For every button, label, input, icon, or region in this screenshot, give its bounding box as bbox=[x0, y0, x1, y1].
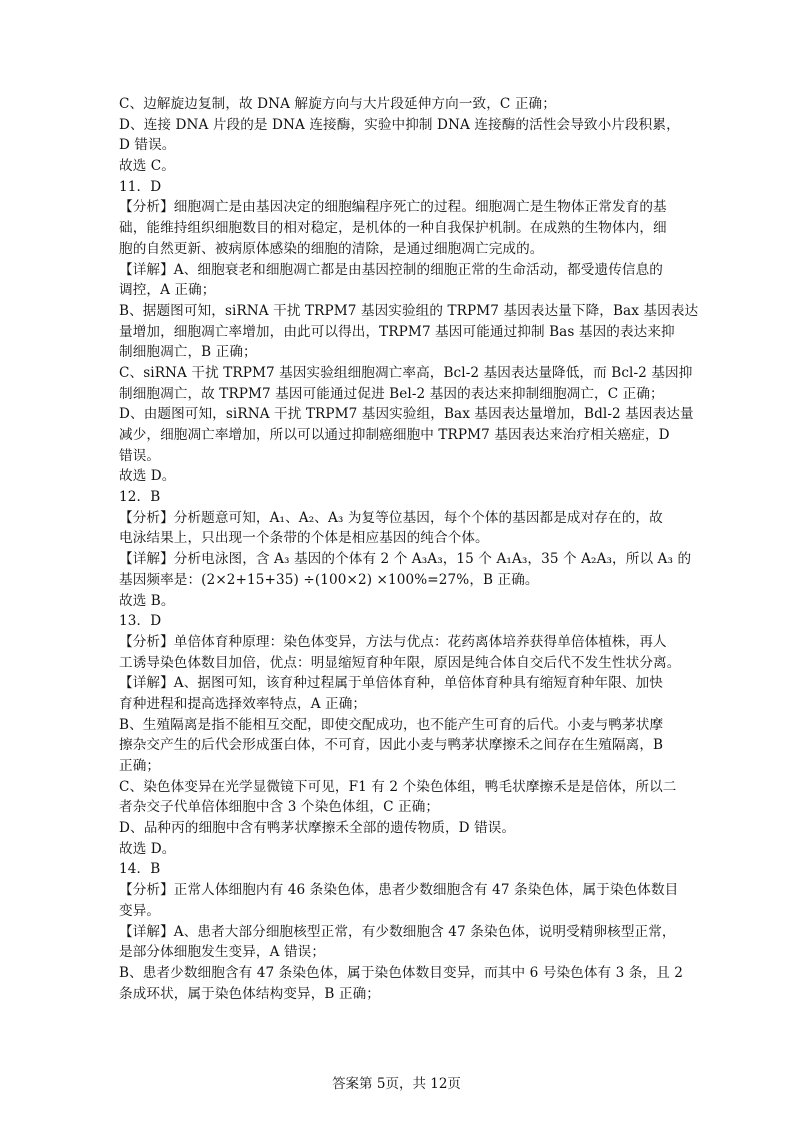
text-line: D、由题图可知，siRNA 干扰 TRPM7 基因实验组，Bax 基因表达量增加，Bdl-2 基因表达量 bbox=[119, 406, 694, 423]
text-line: 础，能维持组织细胞数目的相对稳定，是机体的一种自我保护机制。在成熟的生物体内，细 bbox=[119, 220, 667, 237]
text-line: 是部分体细胞发生变异，A 错误； bbox=[119, 944, 326, 961]
page-footer: 答案第 5页，共 12页 bbox=[332, 1076, 461, 1092]
answer-text-body bbox=[119, 94, 703, 1004]
text-line: 量增加，细胞凋亡率增加，由此可以得出，TRPM7 基因可能通过抑制 Bas 基因的表达来抑 bbox=[119, 323, 675, 340]
text-line: D、品种丙的细胞中含有鸭茅状摩擦禾全部的遗传物质，D 错误。 bbox=[119, 820, 516, 837]
text-line: 【分析】分析题意可知，A₁、A₂、A₃ 为复等位基因，每个个体的基因都是成对存在的，故 bbox=[119, 509, 663, 526]
text-line: 正确； bbox=[119, 758, 161, 774]
text-line: 【详解】A、患者大部分细胞核型正常，有少数细胞含 47 条染色体，说明受精卵核型正常， bbox=[119, 923, 676, 940]
text-line: 育种进程和提高选择效率特点，A 正确； bbox=[119, 695, 367, 712]
text-line: 基因频率是：(2×2+15+35) ÷(100×2) ×100%=27%，B 正确。 bbox=[119, 571, 539, 588]
text-line: 制细胞凋亡，B 正确； bbox=[119, 344, 257, 361]
text-line: 故选 D。 bbox=[119, 468, 176, 485]
text-line: 故选 D。 bbox=[119, 840, 176, 857]
text-line: C、染色体变异在光学显微镜下可见，F1 有 2 个染色体组，鸭毛状摩擦禾是是倍体，所以二 bbox=[119, 778, 677, 795]
text-line: 变异。 bbox=[119, 902, 161, 919]
text-line: 制细胞凋亡，故 TRPM7 基因可能通过促进 Bel-2 基因的表达来抑制细胞凋亡，C 正确； bbox=[119, 385, 664, 402]
text-line: 减少，细胞凋亡率增加，所以可以通过抑制癌细胞中 TRPM7 基因表达来治疗相关癌症，D bbox=[119, 427, 670, 443]
text-line: 12．B bbox=[119, 489, 161, 506]
text-line: 擦杂交产生的后代会形成蛋白体，不可育，因此小麦与鸭茅状摩擦禾之间存在生殖隔离，B bbox=[119, 737, 664, 754]
text-line: 工诱导染色体数目加倍，优点：明显缩短育种年限，原因是纯合体自交后代不发生性状分离。 bbox=[119, 654, 681, 671]
text-line: 调控，A 正确； bbox=[119, 282, 216, 299]
text-line: D、连接 DNA 片段的是 DNA 连接酶，实验中抑制 DNA 连接酶的活性会导致小片段积累， bbox=[119, 116, 680, 133]
text-line: 条成环状，属于染色体结构变异，B 正确； bbox=[119, 985, 380, 1002]
text-line: 【详解】A、据图可知，该育种过程属于单倍体育种，单倍体育种具有缩短育种年限、加快 bbox=[119, 675, 663, 692]
text-line: 【详解】A、细胞衰老和细胞凋亡都是由基因控制的细胞正常的生命活动，都受遗传信息的 bbox=[119, 261, 663, 278]
text-line: 13．D bbox=[119, 613, 162, 630]
text-line: 【分析】单倍体育种原理：染色体变异，方法与优点：花药离体培养获得单倍体植株，再人 bbox=[119, 633, 667, 650]
text-line: 11．D bbox=[119, 178, 162, 195]
text-line: 胞的自然更新、被病原体感染的细胞的清除，是通过细胞凋亡完成的。 bbox=[119, 240, 544, 257]
text-line: 者杂交子代单倍体细胞中含 3 个染色体组，C 正确； bbox=[119, 799, 440, 816]
text-line: 14．B bbox=[119, 861, 161, 878]
text-line: C、siRNA 干扰 TRPM7 基因实验组细胞凋亡率高，Bcl-2 基因表达量降低，而 Bcl-2 基因抑 bbox=[119, 364, 693, 381]
text-line: C、边解旋边复制，故 DNA 解旋方向与大片段延伸方向一致，C 正确； bbox=[119, 96, 556, 112]
text-line: D 错误。 bbox=[119, 137, 176, 154]
text-line: B、患者少数细胞含有 47 条染色体，属于染色体数目变异，而其中 6 号染色体有 3 条，且 2 bbox=[119, 964, 684, 981]
text-line: B、生殖隔离是指不能相互交配，即使交配成功，也不能产生可育的后代。小麦与鸭茅状摩 bbox=[119, 716, 664, 733]
text-line: 电泳结果上，只出现一个条带的个体是相应基因的纯合个体。 bbox=[119, 530, 489, 547]
text-line: 故选 B。 bbox=[119, 592, 175, 609]
text-line: 【分析】细胞凋亡是由基因决定的细胞编程序死亡的过程。细胞凋亡是生物体正常发育的基 bbox=[119, 199, 667, 216]
text-line: 故选 C。 bbox=[119, 158, 176, 175]
text-line: 【分析】正常人体细胞内有 46 条染色体，患者少数细胞含有 47 条染色体，属于染色体数目 bbox=[119, 882, 679, 899]
text-line: 错误。 bbox=[119, 447, 161, 464]
text-line: 【详解】分析电泳图，含 A₃ 基因的个体有 2 个 A₃A₃，15 个 A₁A₃，35 个 A₂A₃，所以 A₃ 的 bbox=[119, 551, 692, 568]
text-line: B、据题图可知，siRNA 干扰 TRPM7 基因实验组的 TRPM7 基因表达量下降，Bax 基因表达 bbox=[119, 302, 699, 319]
